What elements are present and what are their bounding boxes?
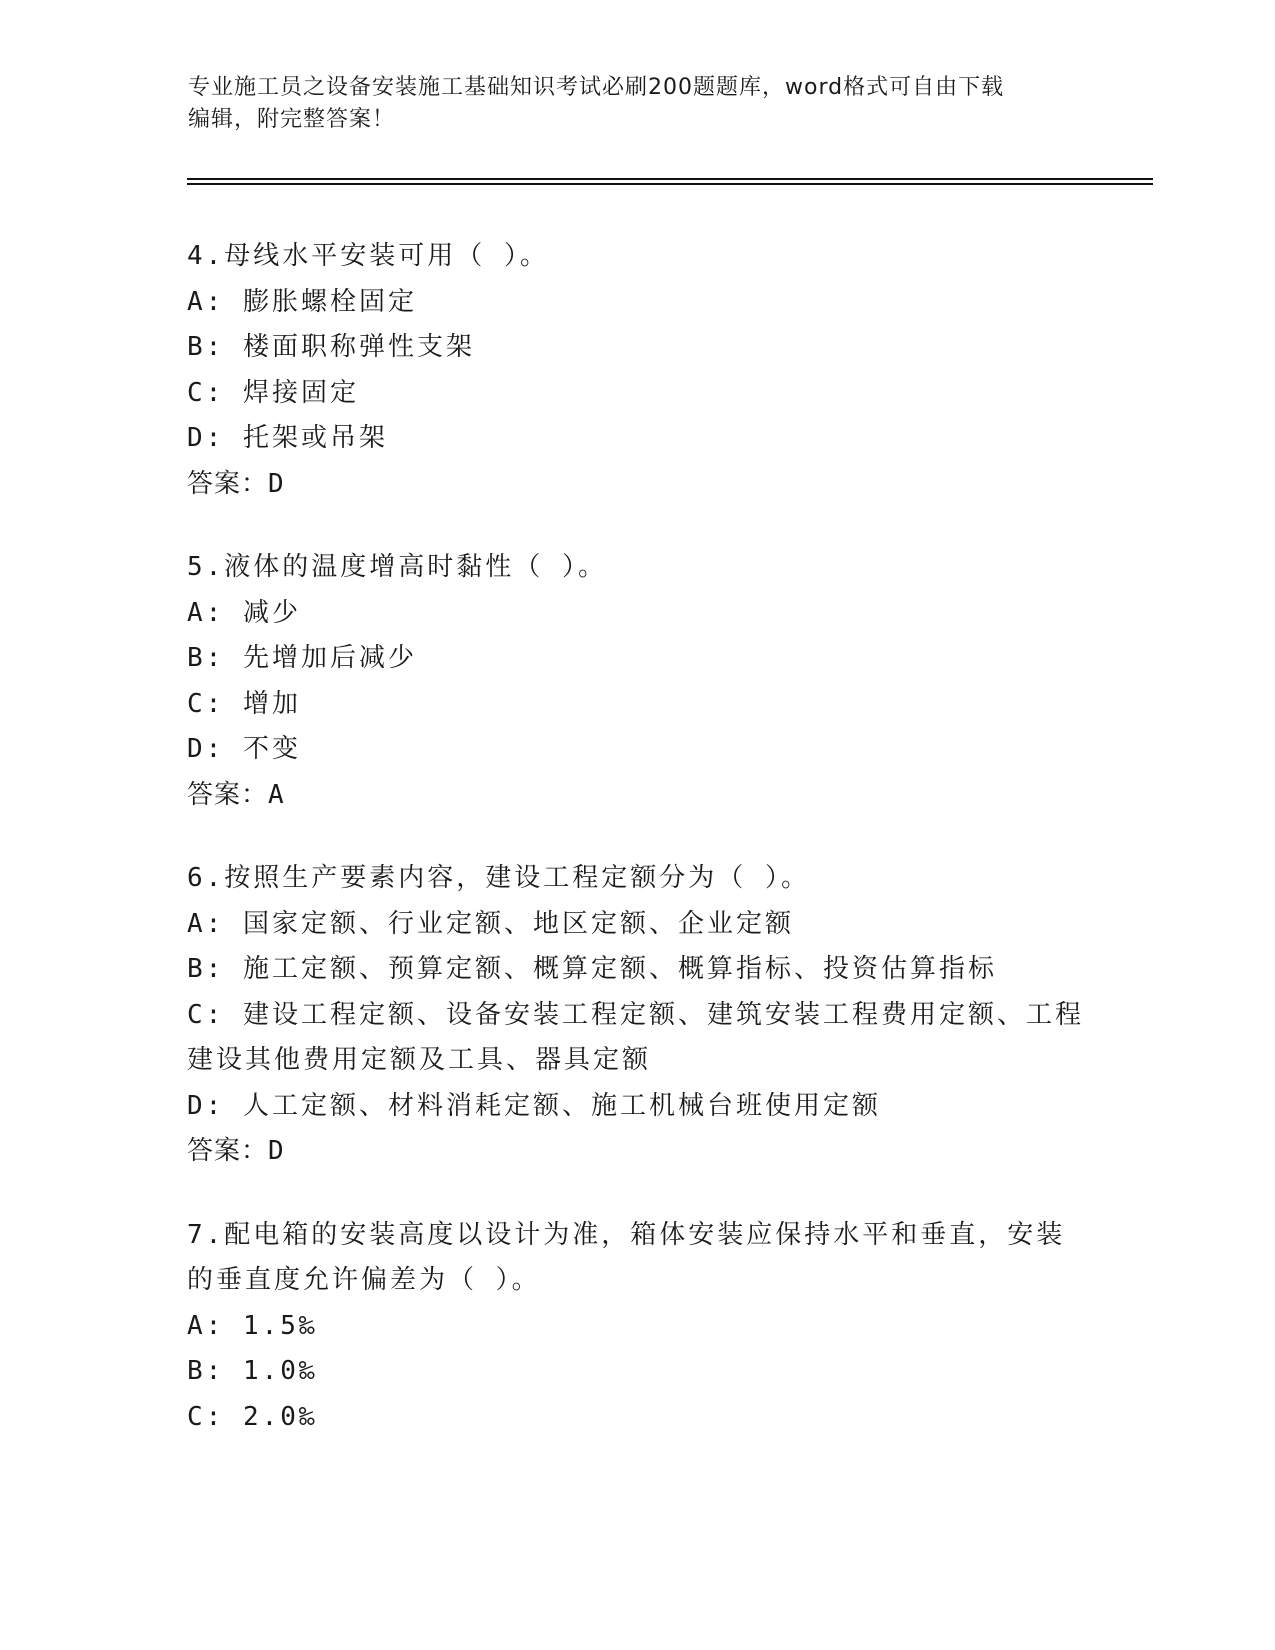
question-stem: 6.按照生产要素内容，建设工程定额分为（ ）。 xyxy=(187,863,810,893)
question-stem: 5.液体的温度增高时黏性（ ）。 xyxy=(187,552,607,582)
option-d: D: 不变 xyxy=(187,734,301,764)
answer-label: 答案： xyxy=(187,779,269,810)
option-a: A: 膨胀螺栓固定 xyxy=(187,286,417,317)
option-b: B: 施工定额、预算定额、概算定额、概算指标、投资估算指标 xyxy=(187,954,997,984)
question-item xyxy=(187,234,1087,507)
answer-value: A xyxy=(268,779,285,810)
option-c: C: 2.0‰ xyxy=(187,1401,318,1432)
option-d: D: 人工定额、材料消耗定额、施工机械台班使用定额 xyxy=(187,1090,881,1121)
answer-line xyxy=(187,773,1087,819)
option-b: B: 1.0‰ xyxy=(187,1356,318,1386)
answer-value: D xyxy=(268,1136,285,1166)
answer-label: 答案： xyxy=(187,468,269,499)
header-divider-top xyxy=(187,178,1153,180)
option-a: A: 1.5‰ xyxy=(187,1310,318,1341)
option-c: C: 增加 xyxy=(187,688,301,719)
document-header xyxy=(188,72,1088,136)
header-line-2: 编辑，附完整答案！ xyxy=(188,107,396,132)
question-item xyxy=(187,1213,1087,1441)
header-divider-bottom xyxy=(187,183,1153,185)
option-c: C: 焊接固定 xyxy=(187,377,359,408)
option-b: B: 楼面职称弹性支架 xyxy=(187,332,475,362)
option-a: A: 减少 xyxy=(187,597,301,628)
option-b: B: 先增加后减少 xyxy=(187,643,417,673)
option-a: A: 国家定额、行业定额、地区定额、企业定额 xyxy=(187,908,794,939)
answer-line xyxy=(187,1129,1087,1175)
question-item xyxy=(187,856,1087,1175)
option-c: C: 建设工程定额、设备安装工程定额、建筑安装工程费用定额、工程建设其他费用定额及工具、器具定额 xyxy=(187,999,1084,1075)
question-item xyxy=(187,545,1087,818)
answer-line xyxy=(187,462,1087,508)
option-d: D: 托架或吊架 xyxy=(187,423,388,453)
answer-value: D xyxy=(268,468,285,499)
answer-label: 答案： xyxy=(187,1136,269,1166)
question-stem: 7.配电箱的安装高度以设计为准，箱体安装应保持水平和垂直，安装的垂直度允许偏差为（ ）。 xyxy=(187,1219,1066,1295)
header-line-1: 专业施工员之设备安装施工基础知识考试必刷200题题库，word格式可自由下载 xyxy=(188,75,1005,100)
question-stem: 4.母线水平安装可用（ ）。 xyxy=(187,241,549,271)
question-list xyxy=(187,234,1087,1440)
